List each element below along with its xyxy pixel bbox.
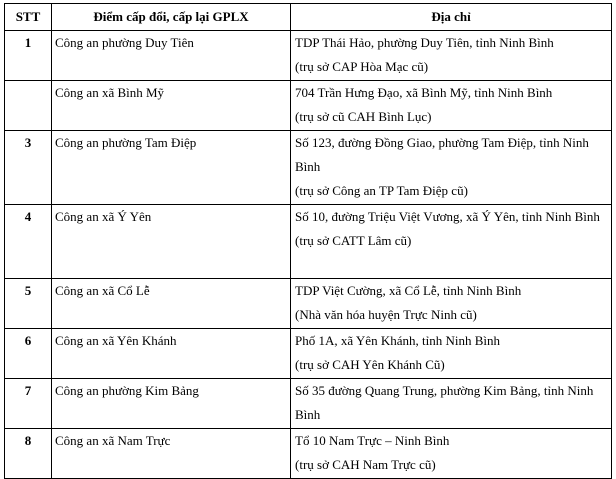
- row-address-note: (trụ sở Công an TP Tam Điệp cũ): [295, 183, 468, 198]
- row-address-cell: [291, 279, 612, 329]
- row-stt: 7: [5, 379, 52, 429]
- row-location-name: Công an xã Yên Khánh: [52, 329, 291, 379]
- row-address-note: (trụ sở CATT Lâm cũ): [295, 233, 412, 248]
- row-address-cell: [291, 81, 612, 131]
- row-location-name: Công an phường Duy Tiên: [52, 31, 291, 81]
- row-address: 704 Trần Hưng Đạo, xã Bình Mỹ, tỉnh Ninh Bình: [295, 85, 553, 100]
- row-stt: 6: [5, 329, 52, 379]
- row-stt: 1: [5, 31, 52, 81]
- row-address: Số 10, đường Triệu Việt Vương, xã Ý Yên, tỉnh Ninh Bình: [295, 209, 600, 224]
- table-row: [5, 81, 612, 131]
- table-row: [5, 31, 612, 81]
- table-row: [5, 131, 612, 205]
- row-address-note: (trụ sở cũ CAH Bình Lục): [295, 109, 432, 124]
- row-address-note: (Nhà văn hóa huyện Trực Ninh cũ): [295, 307, 477, 322]
- row-address-cell: [291, 329, 612, 379]
- row-address: TDP Việt Cường, xã Cổ Lễ, tỉnh Ninh Bình: [295, 283, 522, 298]
- table-header-row: [5, 4, 612, 31]
- row-location-name: Công an xã Ý Yên: [52, 205, 291, 279]
- row-address: Số 123, đường Đồng Giao, phường Tam Điệp, tỉnh Ninh Bình: [295, 135, 589, 174]
- table-row: [5, 205, 612, 279]
- row-address-cell: [291, 379, 612, 429]
- table-row: [5, 329, 612, 379]
- row-address: Số 35 đường Quang Trung, phường Kim Bảng, tỉnh Ninh Bình: [295, 383, 594, 422]
- header-location: Điểm cấp đổi, cấp lại GPLX: [52, 4, 291, 31]
- table-row: [5, 429, 612, 479]
- row-location-name: Công an xã Cổ Lễ: [52, 279, 291, 329]
- row-location-name: Công an phường Kim Bảng: [52, 379, 291, 429]
- header-address: Địa chỉ: [291, 4, 612, 31]
- header-stt: STT: [5, 4, 52, 31]
- row-address-cell: [291, 205, 612, 279]
- row-location-name: Công an phường Tam Điệp: [52, 131, 291, 205]
- row-stt: 3: [5, 131, 52, 205]
- row-address-cell: [291, 429, 612, 479]
- row-address-note: (trụ sở CAP Hòa Mạc cũ): [295, 59, 429, 74]
- gplx-locations-table: [4, 3, 612, 479]
- row-stt: 5: [5, 279, 52, 329]
- row-address-note: (trụ sở CAH Yên Khánh Cũ): [295, 357, 445, 372]
- row-address: Phố 1A, xã Yên Khánh, tỉnh Ninh Bình: [295, 333, 500, 348]
- row-stt: [5, 81, 52, 131]
- table-row: [5, 279, 612, 329]
- row-address-cell: [291, 131, 612, 205]
- row-address: Tổ 10 Nam Trực – Ninh Bình: [295, 433, 450, 448]
- row-location-name: Công an xã Nam Trực: [52, 429, 291, 479]
- row-address: TDP Thái Hảo, phường Duy Tiên, tỉnh Ninh Bình: [295, 35, 554, 50]
- row-stt: 4: [5, 205, 52, 279]
- row-stt: 8: [5, 429, 52, 479]
- row-location-name: Công an xã Bình Mỹ: [52, 81, 291, 131]
- row-address-note: (trụ sở CAH Nam Trực cũ): [295, 457, 436, 472]
- row-address-cell: [291, 31, 612, 81]
- table-row: [5, 379, 612, 429]
